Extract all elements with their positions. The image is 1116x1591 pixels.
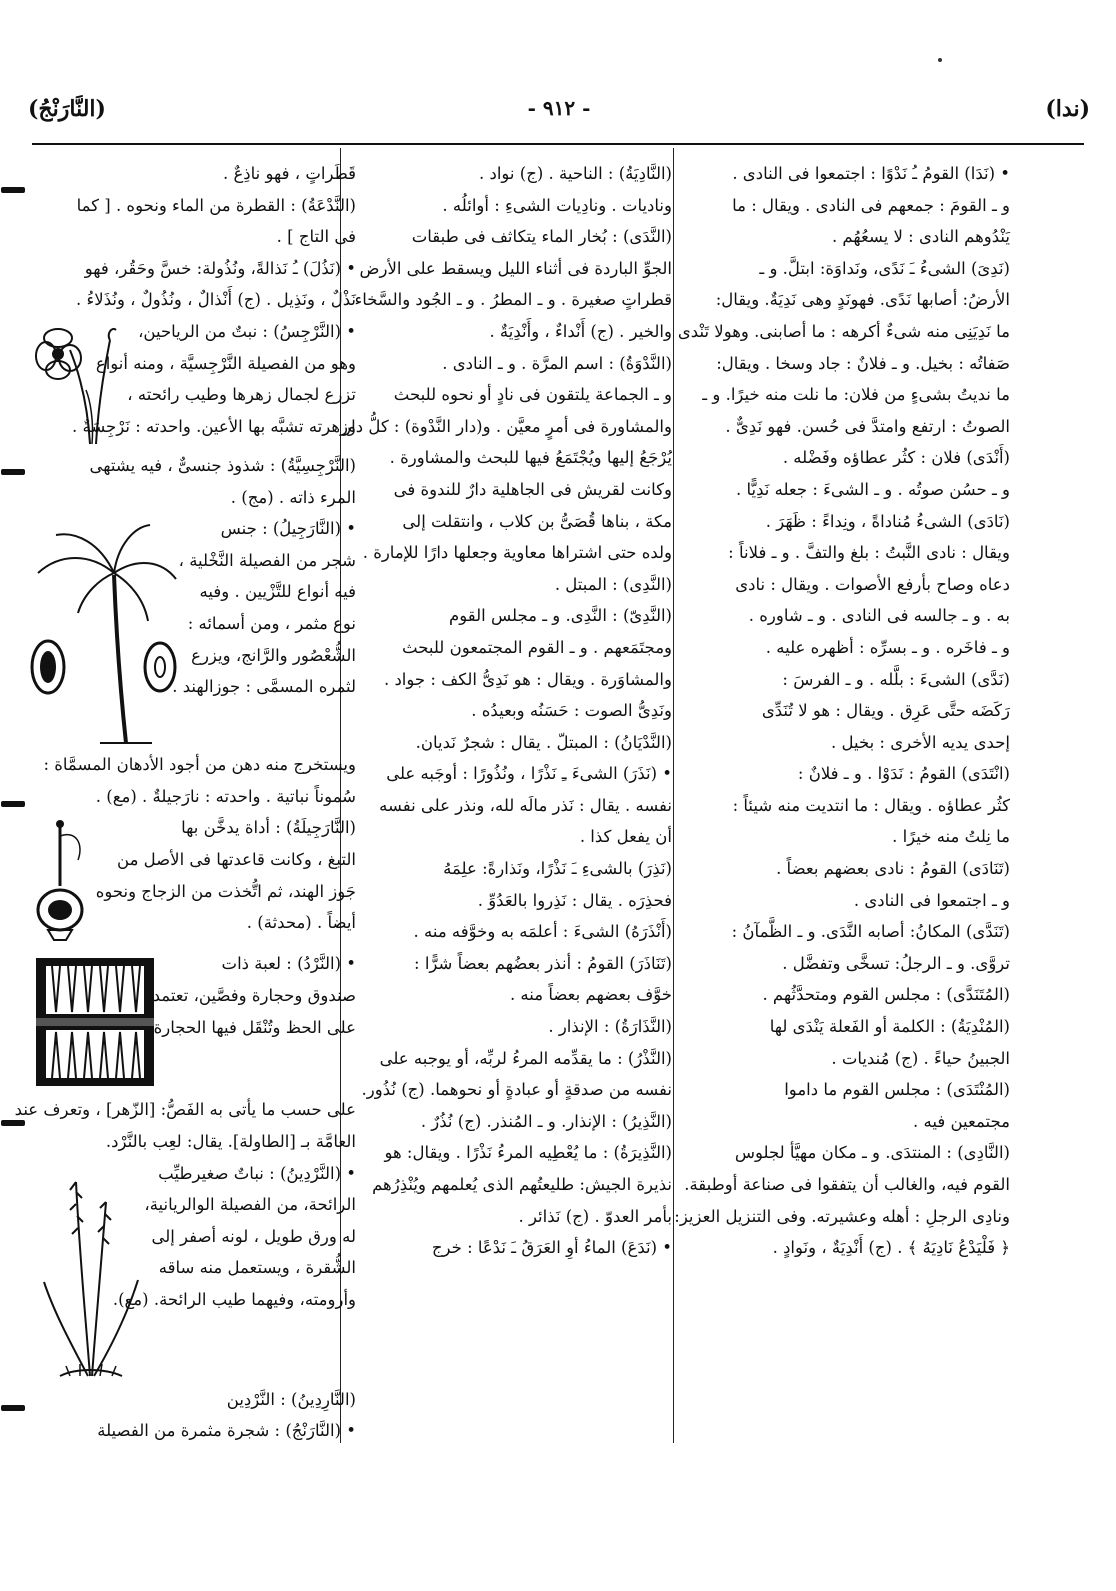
text-line: (نَادَى) الشىءُ مُناداةً ، ونِداءً : ظَهَرَ .: [765, 511, 1010, 531]
text-line: (أَنْذَرَهُ) الشىءَ : أعلمَه به وخوَّفه منه .: [413, 922, 672, 942]
text-line: (تَنَدَّى) المكانُ: أصابه النَّدَى. و ـ الظَّمآنُ :: [731, 922, 1010, 942]
text-line: و ـ القومَ : جمعهم فى النادى . ويقال : ما: [732, 195, 1010, 215]
text-line: والمشاوَرة . ويقال : هو نَدِىُّ الكف : جواد .: [383, 669, 672, 689]
text-line: (المُتَنَدَّى) : مجلس القوم ومتحدَّثُهم .: [762, 985, 1010, 1005]
text-line: ويستخرج منه دهن من أجود الأدهان المسمَّاة :: [43, 755, 356, 775]
text-line: وكانت لقريش فى الجاهلية دارٌ للندوة فى: [393, 479, 672, 499]
text-line: ما نَدِيَنِى منه شىءٌ أكرهه : ما أصابنى. وهولا تَنْدى: [677, 321, 1010, 341]
text-line: ويقال : نادى النَّبتُ : بلغ والتفَّ . و ـ فلاناً :: [728, 543, 1010, 563]
margin-marker: [1, 801, 25, 807]
text-line: على حسب ما يأتى به الفَصُّ: [الزّهر] ، وتعرف عند: [14, 1100, 356, 1120]
text-line: بأمر العدوّ . (ج) نَذائر .: [518, 1206, 672, 1226]
text-line: (النَّذِيرُ) : الإنذار. و ـ المُنذر. (ج) نُذُرٌ .: [420, 1111, 672, 1131]
text-line: فيه أنواع للتَّزْيين . وفيه: [199, 582, 356, 602]
text-line: نذيرة الجيش: طليعتُهم الذى يُعلمهم ويُنْذِرُهم: [372, 1175, 672, 1194]
text-line: كثُر عطاؤه . ويقال : ما انتديت منه شيئاً :: [732, 795, 1010, 815]
margin-marker: [1, 187, 25, 193]
text-line: قَطَراتٍ ، فهو ناذِعٌ .: [222, 164, 356, 183]
text-line: ونَدِىُّ الصوت : حَسَنُه وبعيدُه .: [471, 701, 672, 721]
text-line: مكة ، بناها قُصَىُّ بن كلاب ، وانتقلت إلى: [402, 511, 672, 531]
text-line: ونادِى الرجلِ : أهله وعشيرته. وفى التنزيل العزيز:: [674, 1206, 1010, 1226]
text-line: ومجتَمَعهم . و ـ القوم المجتمعون للبحث: [402, 637, 672, 657]
text-line: سُموناً نباتية . واحدته : نارَجيلةٌ . (مع) .: [95, 786, 356, 806]
text-line: الشُّعْصُور والرَّانج، ويزرع: [191, 645, 356, 665]
text-line: (النَّادِيَةُ) : الناحية . (ج) نواد .: [478, 164, 672, 183]
text-line: (النَّادِى) : المنتدَى. و ـ مكان مهيَّأ لجلوس: [734, 1143, 1010, 1163]
text-line: (نَدِىَ) الشىءُ ـَ نَدًى، ونَداوَة: ابتلَّ. و ـ: [759, 258, 1010, 278]
text-line: لثمره المسمَّى : جوزالهند .: [172, 677, 356, 697]
text-line: (المُنْدِيَةُ) : الكلمة أو الفَعلة يَنْدَى لها: [769, 1017, 1010, 1037]
text-line: مجتمعين فيه .: [913, 1111, 1010, 1131]
text-line: والخير . (ج) أَنْداءٌ ، وأَنْدِيَةٌ .: [489, 321, 672, 341]
column-middle: [343, 158, 672, 1448]
text-line: قطراتٍ صغيرة . و ـ المطرُ . و ـ الجُود والسَّخاء: [354, 290, 672, 310]
text-line: ولده حتى اشتراها معاوية وجعلها دارًا للإمارة .: [362, 543, 672, 563]
text-line: نَذْلٌ ، ونَذِيل . (ج) أَنْذالٌ ، ونُذُولٌ ، ونُذَلاءُ .: [76, 290, 356, 310]
text-line: الرائحة، من الفصيلة الوالريانية،: [144, 1195, 356, 1215]
text-line: (نَذِرَ) بالشىءِ ـَ نَذْرًا، ونَذارةً: علِمَهُ: [443, 859, 672, 879]
text-line: يُرْجَعُ إليها ويُجْتَمَعُ فيها للبحث والمشاورة .: [389, 448, 672, 468]
text-line: نفسه من صدقةٍ أو عبادةٍ أو نحوهما. (ج) نُذُور.: [361, 1080, 672, 1100]
text-line: القوم فيه، والغالب أن يتفقوا فى صناعة أوطبقة.: [684, 1175, 1010, 1194]
header-rule: [32, 143, 1084, 145]
text-line: (نَدَّى) الشىءَ : بلَّله . و ـ الفرسَ :: [782, 669, 1010, 689]
text-line: • (النَّارَنْجُ) : شجرة مثمرة من الفصيلة: [97, 1421, 356, 1441]
text-line: وأرومته، وفيهما طيب الرائحة. (مع).: [112, 1289, 356, 1309]
text-line: الجوِّ الباردة فى أثناء الليل ويسقط على الأرض: [359, 258, 672, 278]
text-line: (النَّذَارَةُ) : الإنذار .: [548, 1017, 672, 1037]
text-line: (النَّدِى) : المبتل .: [554, 574, 672, 594]
text-line: إحدى يديه الأخرى : بخيل .: [830, 732, 1010, 752]
text-line: ﴿ فَلْيَدْعُ نَادِيَهُ ﴾ . (ج) أَنْدِيَةٌ ، ونَوادٍ .: [772, 1238, 1010, 1258]
text-line: تروَّى. و ـ الرجلُ: تسخَّى وتفضَّل .: [782, 953, 1010, 973]
text-line: نفسه . يقال : نَذر مالَه لله، ونذر على نفسه: [379, 795, 672, 815]
text-line: (تَنَاذَرَ) القومُ : أنذر بعضُهم بعضاً شرًّا :: [414, 953, 672, 973]
header-entry-start: (ندا): [1045, 96, 1090, 122]
text-line: به . و ـ جالسه فى النادى . و ـ شاوره .: [748, 606, 1010, 626]
text-line: (المُنْتَدَى) : مجلس القوم ما داموا: [784, 1080, 1010, 1100]
text-line: تزرع لجمال زهرها وطيب رائحته ،: [127, 385, 356, 405]
text-line: دعاه وصاح بأرفع الأصوات . ويقال : نادى: [735, 574, 1010, 594]
text-line: ما نديتُ بشىءٍ من فلان: ما نلت منه خيرًا. و ـ: [702, 385, 1010, 405]
text-line: وزهرته تشبَّه بها الأعين. واحدته : نَرْجِسَةٌ .: [72, 416, 356, 436]
text-line: الجبينُ حياءً . (ج) مُنديات .: [831, 1048, 1010, 1068]
text-line: • (نَذُلَ) ـُ نَذالةً، ونُذُولة: خسَّ وحَقُر، فهو: [84, 258, 356, 278]
text-line: يَنْدُوهم النادى : لا يسعُهُم .: [831, 227, 1010, 247]
text-line: (النَّارِدِينُ) : النَّرْدِين: [226, 1389, 356, 1409]
text-line: أن يفعل كذا .: [579, 827, 672, 847]
text-line: نوع مثمر ، ومن أسمائه :: [187, 613, 356, 633]
text-line: و ـ فاخَره . و ـ بسرِّه : أظهره عليه .: [765, 637, 1010, 657]
text-line: صندوق وحجارة وفصَّين، تعتمد: [152, 985, 356, 1005]
text-line: (النَّذِيرَةُ) : ما يُعْطِيه المرءُ نَذْرًا . ويقال: هو: [384, 1143, 672, 1163]
column-divider: [673, 148, 674, 1443]
text-line: خوَّف بعضهم بعضاً منه .: [509, 985, 672, 1005]
text-line: له ورق طويل ، لونه أصفر إلى: [151, 1226, 356, 1246]
text-line: فحذِرَه . يقال : نَذِروا بالعَدُوِّ .: [477, 890, 672, 910]
text-line: (النَّدِىّ) : النَّدِى. و ـ مجلس القوم: [449, 606, 672, 626]
text-line: (النَّدَى) : بُخار الماء يتكاثف فى طبقات: [411, 227, 672, 247]
page-header: [28, 96, 1090, 136]
column-right: [674, 158, 1010, 1448]
text-line: (النَّدْيَانُ) : المبتلّ . يقال : شجرٌ نَديان.: [415, 732, 672, 752]
text-line: صَفاتُه : بخيل. و ـ فلانٌ : جاد وسخا . ويقال:: [716, 353, 1010, 373]
text-line: و ـ حسُن صوتُه . و ـ الشىءَ : جعله نَدِيًّا .: [736, 479, 1010, 499]
text-line: (النَّدْوَةُ) : اسم المرَّة . و ـ النادى .: [442, 353, 672, 373]
text-line: رَكَضَه حتَّى عَرِق . ويقال : هو لا تُنَدِّى: [761, 701, 1010, 721]
text-line: • (النَّرْجِسُ) : نبتٌ من الرياحين،: [138, 321, 356, 341]
margin-marker: [1, 1405, 25, 1411]
text-line: (انْتَدَى) القومُ : نَدَوْا . و ـ فلانٌ :: [797, 764, 1010, 784]
text-line: جَوز الهند، ثم اتُّخذت من الزجاج ونحوه: [95, 881, 356, 901]
text-line: شجر من الفصيلة النَّخْلية ،: [178, 550, 356, 570]
text-line: المرء ذاته . (مج) .: [230, 487, 356, 507]
margin-marker: [1, 469, 25, 475]
text-line: (النَّذْرُ) : ما يقدِّمه المرءُ لربِّه، أو يوجبه على: [379, 1048, 672, 1068]
text-line: أيضاً . (محدثة) .: [246, 913, 356, 933]
header-entry-end: (النَّارَنْجُ): [28, 96, 106, 122]
text-line: الصوتُ : ارتفع وامتدَّ فى حُسن. فهو نَدِىٌّ .: [725, 416, 1010, 436]
text-line: • (نَدَعَ) الماءُ أوِ العَرَقُ ـَ نَدْعًا : خرج: [431, 1238, 672, 1258]
text-line: و ـ الجماعة يلتقون فى نادٍ أو نحوه للبحث: [393, 385, 672, 405]
text-line: الأرضُ: أصابها نَدًى. فهونَدٍ وهى نَدِيَةٌ. ويقال:: [715, 290, 1010, 310]
text-line: التبغ ، وكانت قاعدتها فى الأصل من: [117, 849, 356, 869]
coconut-palm-illustration: [30, 517, 180, 747]
text-line: العامَّة بـ [الطاولة]. يقال: لعِب بالنَّرْد.: [105, 1131, 356, 1151]
text-line: • (النَّرْدِينُ) : نباتٌ صغيرطيِّب: [158, 1163, 356, 1183]
text-line: • (النَّرْدُ) : لعبة ذات: [221, 954, 356, 974]
text-line: (أَنْدَى) فلان : كثُر عطاؤه وفَضْله .: [782, 448, 1010, 468]
text-line: و ـ اجتمعوا فى النادى .: [853, 890, 1010, 910]
text-line: وناديات . ونادِيات الشىءِ : أوائلُه .: [442, 195, 672, 215]
text-line: • (نَدَا) القومُ ـُ نَدْوًا : اجتمعوا فى النادى .: [732, 164, 1010, 183]
text-line: (النَّدْعَةُ) : القطرة من الماء ونحوه . [ كما: [76, 195, 356, 215]
text-line: • (النَّارَجِيلُ) : جنس: [220, 519, 356, 539]
text-line: (النَّارَجِيلَةُ) : أداة يدخَّن بها: [181, 818, 356, 838]
speck: [938, 58, 942, 62]
nard-plant-illustration: [30, 1162, 150, 1382]
text-line: وهو من الفصيلة النَّرْجِسيَّة ، ومنه أنواع: [95, 353, 356, 373]
text-line: (النَّرْجِسِيَّةُ) : شذوذ جنسىٌّ ، فيه يشتهى: [89, 455, 356, 475]
column-left: [14, 158, 356, 1448]
text-line: والمشاورة فى أمرٍ معيَّن . و(دار النَّدْوة) : كلُّ دار: [343, 416, 672, 436]
text-line: ما نِلتُ منه خيرًا .: [892, 827, 1010, 847]
text-line: (تَنَادَى) القومُ : نادى بعضهم بعضاً .: [776, 859, 1010, 879]
text-line: • (نَذَرَ) الشىءَ ـِ نَذْرًا ، ونُذُورًا : أوجَبه على: [386, 764, 672, 784]
text-line: فى التاج ] .: [276, 227, 356, 247]
backgammon-board-illustration: [30, 952, 160, 1092]
text-line: الشُّقرة ، ويستعمل منه ساقه: [158, 1258, 356, 1278]
text-line: على الحظ وتُنْقَل فيها الحجارة: [153, 1017, 356, 1037]
hookah-illustration: [30, 816, 92, 946]
page-number: - ٩١٢ -: [527, 96, 591, 120]
